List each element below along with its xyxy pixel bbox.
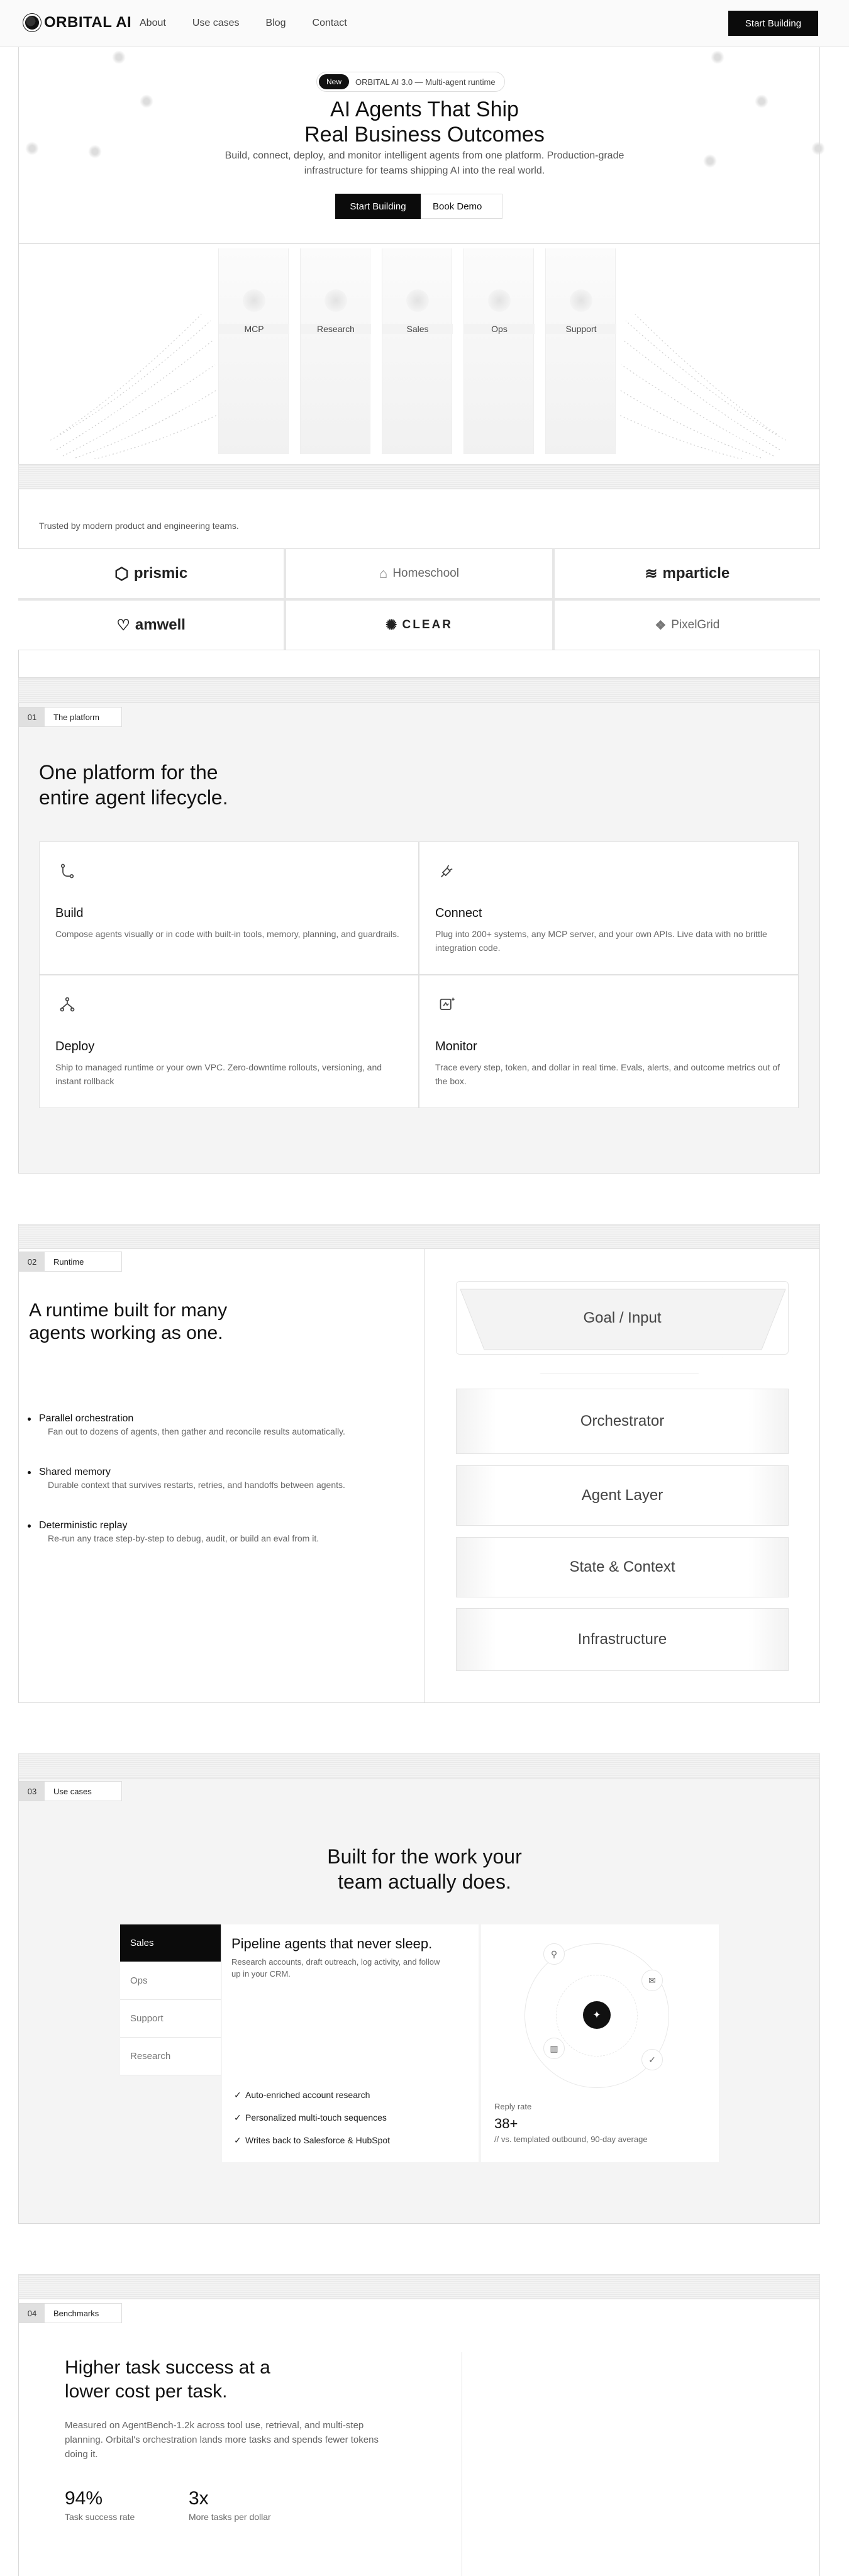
- metric-value: 38+: [494, 2116, 518, 2131]
- tag-number: 03: [19, 1782, 45, 1801]
- stat-label: Task success rate: [65, 2512, 135, 2522]
- section-divider: [18, 464, 820, 489]
- usecase-visual: [480, 1924, 719, 2162]
- section-divider: [18, 1753, 820, 1779]
- logo-amwell: [18, 601, 284, 650]
- layer-label: Agent Layer: [581, 1487, 663, 1504]
- bullet-parallel-orchestration: [31, 1413, 371, 1438]
- panel-desc-line2: up in your CRM.: [231, 1969, 291, 1979]
- card-monitor[interactable]: [419, 975, 799, 1108]
- metric-label: Reply rate: [494, 2102, 532, 2111]
- pillar-mcp[interactable]: [218, 248, 289, 454]
- layer-label: Orchestrator: [580, 1413, 665, 1430]
- brand-name: ORBITAL AI: [44, 14, 132, 31]
- release-badge[interactable]: [316, 72, 505, 92]
- bullet-shared-memory: [31, 1467, 371, 1492]
- card-desc: Trace every step, token, and dollar in real time. Evals, alerts, and outcome metrics out of the box.: [435, 1062, 780, 1086]
- top-navbar: [0, 0, 849, 47]
- card-title: Deploy: [55, 1040, 95, 1053]
- pillar-label: MCP: [219, 324, 289, 334]
- benchmarks-desc: [65, 2418, 379, 2462]
- hero-subtitle: [0, 148, 849, 179]
- card-desc: Compose agents visually or in code with built-in tools, memory, planning, and guardrails.: [55, 929, 399, 939]
- logo-text: Homeschool: [392, 567, 459, 580]
- new-badge: New: [319, 74, 349, 89]
- logo-mparticle: [555, 549, 820, 598]
- prismic-icon: ⬡: [114, 564, 129, 583]
- bullet-desc: Fan out to dozens of agents, then gather and reconcile results automatically.: [48, 1426, 345, 1436]
- tag-number: 04: [19, 2304, 45, 2323]
- tab-ops[interactable]: Ops: [120, 1962, 221, 2000]
- check-circle-icon: ✓: [641, 2049, 663, 2070]
- nav-contact-link[interactable]: Contact: [312, 18, 347, 28]
- pillar-label: Ops: [464, 324, 535, 334]
- section-tag-usecases: [19, 1781, 122, 1801]
- logo-clear: [286, 601, 552, 650]
- section-tag-platform: [19, 707, 122, 727]
- pillar-label: Research: [301, 324, 371, 334]
- hero-title: [0, 97, 849, 147]
- benchmarks-desc-line1: Measured on AgentBench-1.2k across tool use, retrieval, and multi-step: [65, 2420, 364, 2431]
- tag-number: 01: [19, 708, 45, 726]
- check-text: Personalized multi-touch sequences: [245, 2112, 387, 2123]
- card-desc: Plug into 200+ systems, any MCP server, and your own APIs. Live data with no brittle integration code.: [435, 929, 767, 953]
- layer-label: State & Context: [569, 1558, 675, 1575]
- check-icon: ✓: [234, 2090, 241, 2100]
- platform-title-line2: entire agent lifecycle.: [39, 786, 228, 809]
- customer-logos: [18, 548, 820, 650]
- git-branch-icon: [58, 862, 76, 880]
- layer-infrastructure[interactable]: [456, 1608, 789, 1671]
- tag-label: Runtime: [53, 1257, 84, 1267]
- panel-title: Pipeline agents that never sleep.: [231, 1936, 433, 1951]
- hero-title-line1: AI Agents That Ship: [330, 97, 519, 121]
- section-divider: [18, 2274, 820, 2299]
- logo-pixelgrid: [555, 601, 820, 650]
- left-particle-stream: [50, 314, 220, 459]
- check-text: Writes back to Salesforce & HubSpot: [245, 2135, 391, 2145]
- user-icon: ⚲: [543, 1943, 565, 1965]
- nav-blog-link[interactable]: Blog: [265, 18, 286, 28]
- check-item: [234, 2090, 370, 2101]
- benchmarks-desc-line3: doing it.: [65, 2449, 98, 2460]
- metric-note: // vs. templated outbound, 90-day average: [494, 2135, 648, 2144]
- check-item: [234, 2135, 390, 2146]
- hero-book-demo-button[interactable]: Book Demo: [421, 194, 502, 219]
- sparkle-core-icon: ✦: [583, 2001, 611, 2029]
- check-icon: ✓: [234, 2112, 241, 2123]
- check-text: Auto-enriched account research: [245, 2090, 370, 2100]
- section-divider: [18, 1224, 820, 1249]
- layer-goal-input[interactable]: [456, 1281, 789, 1355]
- logo-text: prismic: [133, 565, 188, 582]
- section-tag-benchmarks: [19, 2303, 122, 2323]
- pillar-label: Sales: [382, 324, 453, 334]
- logo-text: mparticle: [662, 565, 730, 582]
- stat-value: 3x: [189, 2488, 209, 2509]
- bullet-title: Parallel orchestration: [31, 1413, 371, 1424]
- card-title: Monitor: [435, 1040, 477, 1053]
- nav-about-link[interactable]: About: [140, 18, 166, 28]
- hero-subtitle-line1: Build, connect, deploy, and monitor intelligent agents from one platform. Production-grade: [225, 150, 624, 161]
- platform-title-line1: One platform for the: [39, 761, 218, 784]
- monitor-sparkle-icon: [438, 996, 456, 1013]
- nav-start-building-button[interactable]: Start Building: [728, 11, 818, 36]
- tab-support[interactable]: Support: [120, 2000, 221, 2038]
- brand-logo[interactable]: [25, 14, 131, 31]
- layer-label: Infrastructure: [577, 1631, 667, 1648]
- panel-desc-line1: Research accounts, draft outreach, log activity, and follow: [231, 1957, 440, 1967]
- trusted-text: Trusted by modern product and engineering teams.: [39, 521, 239, 531]
- homeschool-icon: ⌂: [379, 565, 388, 581]
- mparticle-icon: ≋: [645, 565, 658, 582]
- layer-state-context[interactable]: [456, 1537, 789, 1597]
- nav-use-cases-link[interactable]: Use cases: [192, 18, 240, 28]
- stat-value: 94%: [65, 2488, 103, 2509]
- benchmarks-desc-line2: planning. Orbital's orchestration lands more tasks and spends fewer tokens: [65, 2434, 379, 2445]
- card-connect[interactable]: [419, 841, 799, 975]
- bullet-title: Deterministic replay: [31, 1520, 371, 1531]
- main-nav: [140, 18, 374, 29]
- pillar-label: Support: [546, 324, 616, 334]
- usecases-title-line2: team actually does.: [338, 1870, 511, 1893]
- logo-text: CLEAR: [402, 618, 453, 631]
- clear-burst-icon: ✺: [386, 617, 397, 633]
- layer-label: Goal / Input: [583, 1309, 662, 1326]
- usecase-tabs: [120, 1924, 221, 2075]
- runtime-title-line2: agents working as one.: [29, 1323, 223, 1343]
- benchmarks-title-line1: Higher task success at a: [65, 2357, 270, 2378]
- tag-number: 02: [19, 1252, 45, 1271]
- card-deploy[interactable]: [39, 975, 419, 1108]
- release-badge-text: ORBITAL AI 3.0 — Multi-agent runtime: [355, 77, 496, 87]
- stat-task-success: [65, 2488, 135, 2522]
- logo-homeschool: [286, 549, 552, 598]
- section-divider: [18, 678, 820, 703]
- tab-sales[interactable]: Sales: [120, 1924, 221, 1962]
- amwell-heart-icon: ♡: [116, 616, 130, 634]
- runtime-title-line1: A runtime built for many: [29, 1300, 228, 1321]
- pillar-support[interactable]: [545, 248, 616, 454]
- hero-subtitle-line2: infrastructure for teams shipping AI into the real world.: [304, 165, 545, 176]
- fork-deploy-icon: [58, 996, 76, 1013]
- tag-label: Benchmarks: [53, 2308, 99, 2318]
- bullet-deterministic-replay: [31, 1520, 371, 1545]
- pillar-ops[interactable]: [463, 248, 534, 454]
- card-title: Build: [55, 906, 84, 920]
- tag-label: The platform: [53, 712, 99, 722]
- usecases-title: [0, 1844, 849, 1894]
- bar-chart-icon: ▥: [543, 2038, 565, 2059]
- bullet-desc: Durable context that survives restarts, retries, and handoffs between agents.: [48, 1480, 345, 1490]
- stat-label: More tasks per dollar: [189, 2512, 271, 2522]
- bullet-title: Shared memory: [31, 1467, 371, 1478]
- check-item: [234, 2112, 387, 2123]
- bullet-desc: Re-run any trace step-by-step to debug, audit, or build an eval from it.: [48, 1533, 319, 1543]
- layer-agent[interactable]: [456, 1465, 789, 1526]
- platform-title: [39, 760, 228, 810]
- card-desc: Ship to managed runtime or your own VPC. Zero-downtime rollouts, versioning, and instant rollback: [55, 1062, 382, 1086]
- card-build[interactable]: [39, 841, 419, 975]
- tab-research[interactable]: Research: [120, 2038, 221, 2075]
- benchmarks-title-line2: lower cost per task.: [65, 2381, 228, 2402]
- section-tag-runtime: [19, 1252, 122, 1272]
- runtime-title: [29, 1299, 227, 1345]
- panel-desc: [231, 1956, 440, 1980]
- plug-icon: [438, 862, 456, 880]
- pillar-research[interactable]: [300, 248, 370, 454]
- benchmarks-title: [65, 2356, 270, 2404]
- orbit-logo-icon: [25, 16, 39, 30]
- pillar-sales[interactable]: [382, 248, 452, 454]
- usecase-panel: [222, 1924, 479, 2162]
- logo-text: PixelGrid: [671, 618, 720, 631]
- logo-text: amwell: [135, 616, 186, 633]
- check-icon: ✓: [234, 2135, 241, 2145]
- pixelgrid-icon: ❖: [655, 618, 667, 633]
- usecases-title-line1: Built for the work your: [327, 1845, 522, 1868]
- layer-orchestrator[interactable]: [456, 1389, 789, 1454]
- logo-prismic: [18, 549, 284, 598]
- tag-label: Use cases: [53, 1786, 92, 1796]
- hero-start-building-button[interactable]: Start Building: [335, 194, 421, 219]
- card-title: Connect: [435, 906, 482, 920]
- hero-title-line2: Real Business Outcomes: [304, 123, 545, 147]
- stat-tasks-per-dollar: [189, 2488, 271, 2522]
- right-particle-stream: [616, 314, 786, 459]
- mail-icon: ✉: [641, 1970, 663, 1991]
